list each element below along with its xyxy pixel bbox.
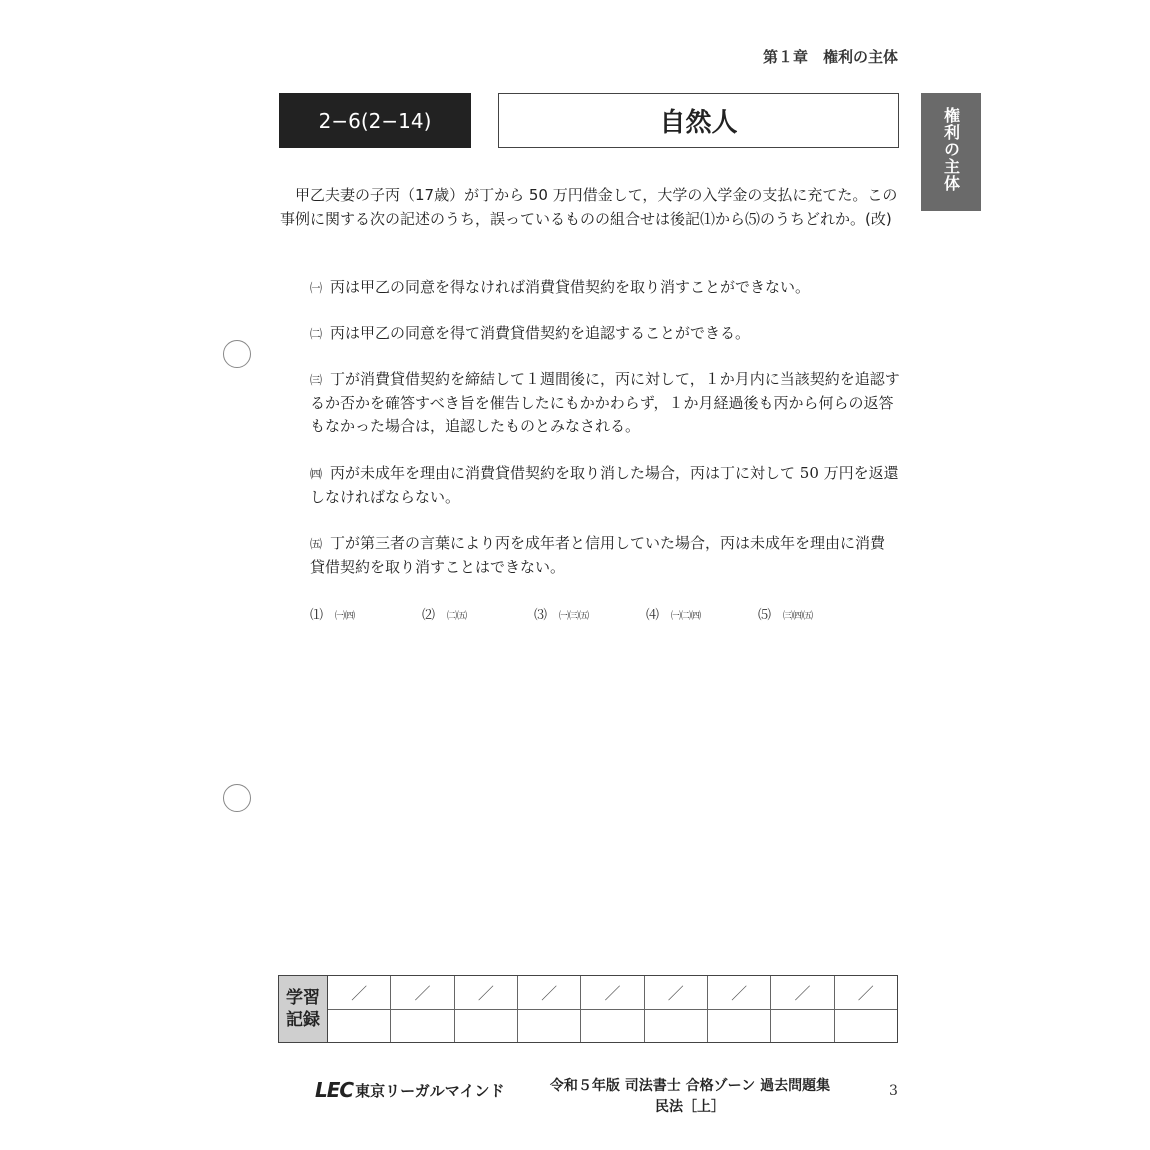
study-record-table: [278, 975, 898, 1043]
choice-e: [310, 532, 900, 579]
question-text: 甲乙夫妻の子丙（17歳）が丁から 50 万円借金して，大学の入学金の支払に充てた。この事例に関する次の記述のうち，誤っているものの組合せは後記⑴から⑸のうちどれか。(改): [280, 186, 898, 228]
study-record-column: [835, 976, 897, 1042]
choice-label: ㈠: [310, 281, 323, 295]
choice-label: ㈣: [310, 467, 323, 481]
answer-option-5[interactable]: ⑸ ㈢㈣㈤: [758, 608, 814, 623]
choice-a: [310, 276, 900, 300]
chapter-header: 第１章 権利の主体: [762, 48, 898, 66]
study-record-mark-cell[interactable]: [708, 1010, 770, 1042]
choice-text: 丙が未成年を理由に消費貸借契約を取り消した場合，丙は丁に対して 50 万円を返還しなければならない。: [310, 464, 899, 506]
study-record-date-cell[interactable]: ／: [708, 976, 770, 1010]
study-record-cells: [328, 976, 897, 1042]
choice-b: [310, 322, 900, 346]
question-title: 自然人: [498, 93, 899, 148]
question-number: 2−6(2−14): [279, 93, 471, 148]
study-record-mark-cell[interactable]: [835, 1010, 897, 1042]
choice-text: 丙は甲乙の同意を得なければ消費貸借契約を取り消すことができない。: [330, 278, 811, 296]
study-record-mark-cell[interactable]: [455, 1010, 517, 1042]
binder-hole-icon: [223, 784, 251, 812]
study-record-mark-cell[interactable]: [391, 1010, 453, 1042]
study-record-date-cell[interactable]: ／: [645, 976, 707, 1010]
study-record-column: [581, 976, 644, 1042]
study-record-mark-cell[interactable]: [581, 1010, 643, 1042]
answer-option-3[interactable]: ⑶ ㈠㈢㈤: [534, 608, 590, 623]
study-record-date-cell[interactable]: ／: [518, 976, 580, 1010]
publisher-logo: [315, 1078, 505, 1102]
study-record-date-cell[interactable]: ／: [391, 976, 453, 1010]
study-record-column: [708, 976, 771, 1042]
study-record-label: 学習 記録: [279, 976, 328, 1042]
study-record-column: [645, 976, 708, 1042]
choice-label: ㈤: [310, 537, 323, 551]
study-record-date-cell[interactable]: ／: [771, 976, 833, 1010]
study-record-column: [455, 976, 518, 1042]
choice-label: ㈡: [310, 327, 323, 341]
study-record-column: [771, 976, 834, 1042]
answer-option-2[interactable]: ⑵ ㈡㈤: [422, 608, 468, 623]
choice-d: [310, 462, 900, 509]
choice-c: [310, 368, 900, 438]
answer-options: [310, 604, 870, 623]
choice-text: 丁が第三者の言葉により丙を成年者と信用していた場合，丙は未成年を理由に消費貸借契約を取り消すことはできない。: [310, 534, 886, 576]
study-record-column: [518, 976, 581, 1042]
page-number: 3: [889, 1083, 898, 1099]
choice-text: 丙は甲乙の同意を得て消費貸借契約を追認することができる。: [330, 324, 751, 342]
study-record-date-cell[interactable]: ／: [581, 976, 643, 1010]
binder-hole-icon: [223, 340, 251, 368]
study-record-mark-cell[interactable]: [645, 1010, 707, 1042]
study-record-mark-cell[interactable]: [771, 1010, 833, 1042]
book-title: 令和５年版 司法書士 合格ゾーン 過去問題集 民法［上］: [549, 1078, 831, 1115]
study-record-date-cell[interactable]: ／: [455, 976, 517, 1010]
study-record-column: [391, 976, 454, 1042]
answer-option-1[interactable]: ⑴ ㈠㈣: [310, 608, 356, 623]
study-record-date-cell[interactable]: ／: [328, 976, 390, 1010]
study-record-date-cell[interactable]: ／: [835, 976, 897, 1010]
study-record-mark-cell[interactable]: [328, 1010, 390, 1042]
answer-option-4[interactable]: ⑷ ㈠㈡㈣: [646, 608, 702, 623]
lec-logo-icon: LEC: [315, 1078, 354, 1102]
study-record-mark-cell[interactable]: [518, 1010, 580, 1042]
publisher-name: 東京リーガルマインド: [355, 1081, 505, 1100]
choice-text: 丁が消費貸借契約を締結して１週間後に，丙に対して，１か月内に当該契約を追認するか否かを確答すべき旨を催告したにもかかわらず，１か月経過後も丙から何らの返答もなかった場合は，追認したものとみなされる。: [310, 370, 900, 435]
chapter-side-tab: 権利の主体: [921, 93, 981, 211]
study-record-column: [328, 976, 391, 1042]
choice-label: ㈢: [310, 373, 323, 387]
